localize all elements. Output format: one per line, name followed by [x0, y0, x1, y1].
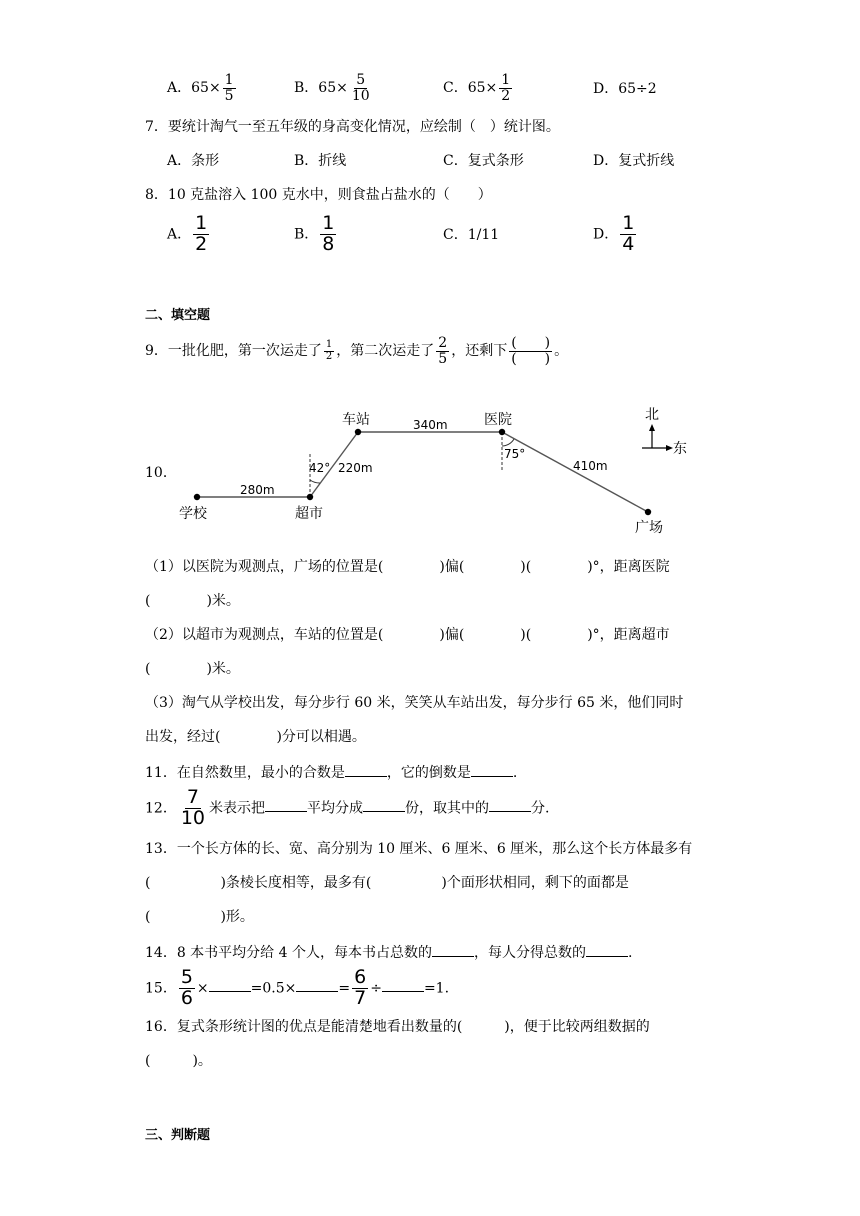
- point-square: [645, 509, 651, 515]
- angle-label-hospital: 75°: [504, 447, 526, 461]
- q7-stem: 7．要统计淘气一至五年级的身高变化情况，应绘制（ ）统计图。: [145, 119, 560, 135]
- q16-line2: ( )。: [145, 1053, 212, 1069]
- q10-map-diagram: [170, 400, 690, 540]
- q10-sub3-line1: （3）淘气从学校出发，每分步行 60 米，笑笑从车站出发，每分步行 65 米，他们同时: [145, 695, 684, 711]
- angle-label-supermarket: 42°: [309, 461, 331, 475]
- section-heading-true-false: 三、判断题: [145, 1128, 211, 1143]
- q14: 14．8 本书平均分给 4 个人，每本书占总数的 ，每人分得总数的 .: [145, 942, 632, 962]
- point-school: [194, 494, 200, 500]
- q7-option-d: D．复式折线: [593, 153, 675, 169]
- compass-icon: [642, 407, 687, 457]
- q6-option-b: B．65× $\frac{5}{10}$: [294, 72, 370, 104]
- q8-option-d: D． $\frac{1}{4}$: [593, 212, 635, 255]
- q10-number: 10．: [145, 465, 177, 481]
- point-station: [355, 429, 361, 435]
- q7-option-c: C．复式条形: [443, 153, 524, 169]
- q6-option-c: C．65× $\frac{1}{2}$: [443, 72, 511, 104]
- q13-line1: 13．一个长方体的长、宽、高分别为 10 厘米、6 厘米、6 厘米，那么这个长方体最多有: [145, 841, 693, 857]
- q6-option-a: A．65× $\frac{1}{5}$: [167, 72, 234, 104]
- q11: 11．在自然数里，最小的合数是 ，它的倒数是 .: [145, 762, 517, 782]
- distance-station-hospital: 340m: [413, 418, 448, 432]
- q13-line2: ( )条棱长度相等，最多有( )个面形状相同，剩下的面都是: [145, 875, 629, 891]
- q10-sub2-line1: （2）以超市为观测点，车站的位置是( )偏( )( )°，距离超市: [145, 627, 670, 643]
- label-school: 学校: [179, 506, 207, 522]
- angle-arc-hospital: [502, 439, 514, 446]
- q10-sub1-line1: （1）以医院为观测点，广场的位置是( )偏( )( )°，距离医院: [145, 559, 670, 575]
- q10-sub2-line2: ( )米。: [145, 661, 240, 677]
- q7-option-b: B．折线: [294, 153, 347, 169]
- q8-option-c: C．1/11: [443, 227, 500, 243]
- point-hospital: [499, 429, 505, 435]
- distance-hospital-square: 410m: [573, 459, 608, 473]
- q10-sub3-line2: 出发，经过( )分可以相遇。: [145, 729, 366, 745]
- q7-option-a: A．条形: [167, 153, 220, 169]
- label-station: 车站: [342, 412, 370, 428]
- compass-east-label: 东: [673, 441, 687, 457]
- q13-line3: ( )形。: [145, 909, 254, 925]
- label-hospital: 医院: [484, 412, 512, 428]
- label-supermarket: 超市: [295, 506, 323, 522]
- compass-north-label: 北: [645, 407, 659, 423]
- angle-arc-supermarket: [310, 480, 320, 483]
- q8-option-a: A． $\frac{1}{2}$: [167, 212, 208, 255]
- q16-line1: 16．复式条形统计图的优点是能清楚地看出数量的( )，便于比较两组数据的: [145, 1019, 650, 1035]
- q15: 15． $\frac{5}{6}$ × =0.5× = $\frac{6}{7}$ ÷ =1.: [145, 966, 450, 1009]
- point-supermarket: [307, 494, 313, 500]
- q12: 12． $\frac{7}{10}$ 米表示把 平均分成 份，取其中的 分.: [145, 786, 550, 829]
- distance-school-supermarket: 280m: [240, 483, 275, 497]
- q6-option-d: D．65÷2: [593, 81, 657, 97]
- label-square: 广场: [635, 520, 663, 536]
- q10-sub1-line2: ( )米。: [145, 593, 240, 609]
- q9: 9．一批化肥，第一次运走了 $\frac{1}{2}$ ，第二次运走了 $\frac{2}{5}$ ，还剩下 $\frac{( )}{( )}$ 。: [145, 335, 569, 367]
- distance-supermarket-station: 220m: [338, 461, 373, 475]
- q8-option-b: B． $\frac{1}{8}$: [294, 212, 335, 255]
- section-heading-fill-in: 二、填空题: [145, 308, 211, 323]
- q8-stem: 8．10 克盐溶入 100 克水中，则食盐占盐水的（ ）: [145, 187, 492, 203]
